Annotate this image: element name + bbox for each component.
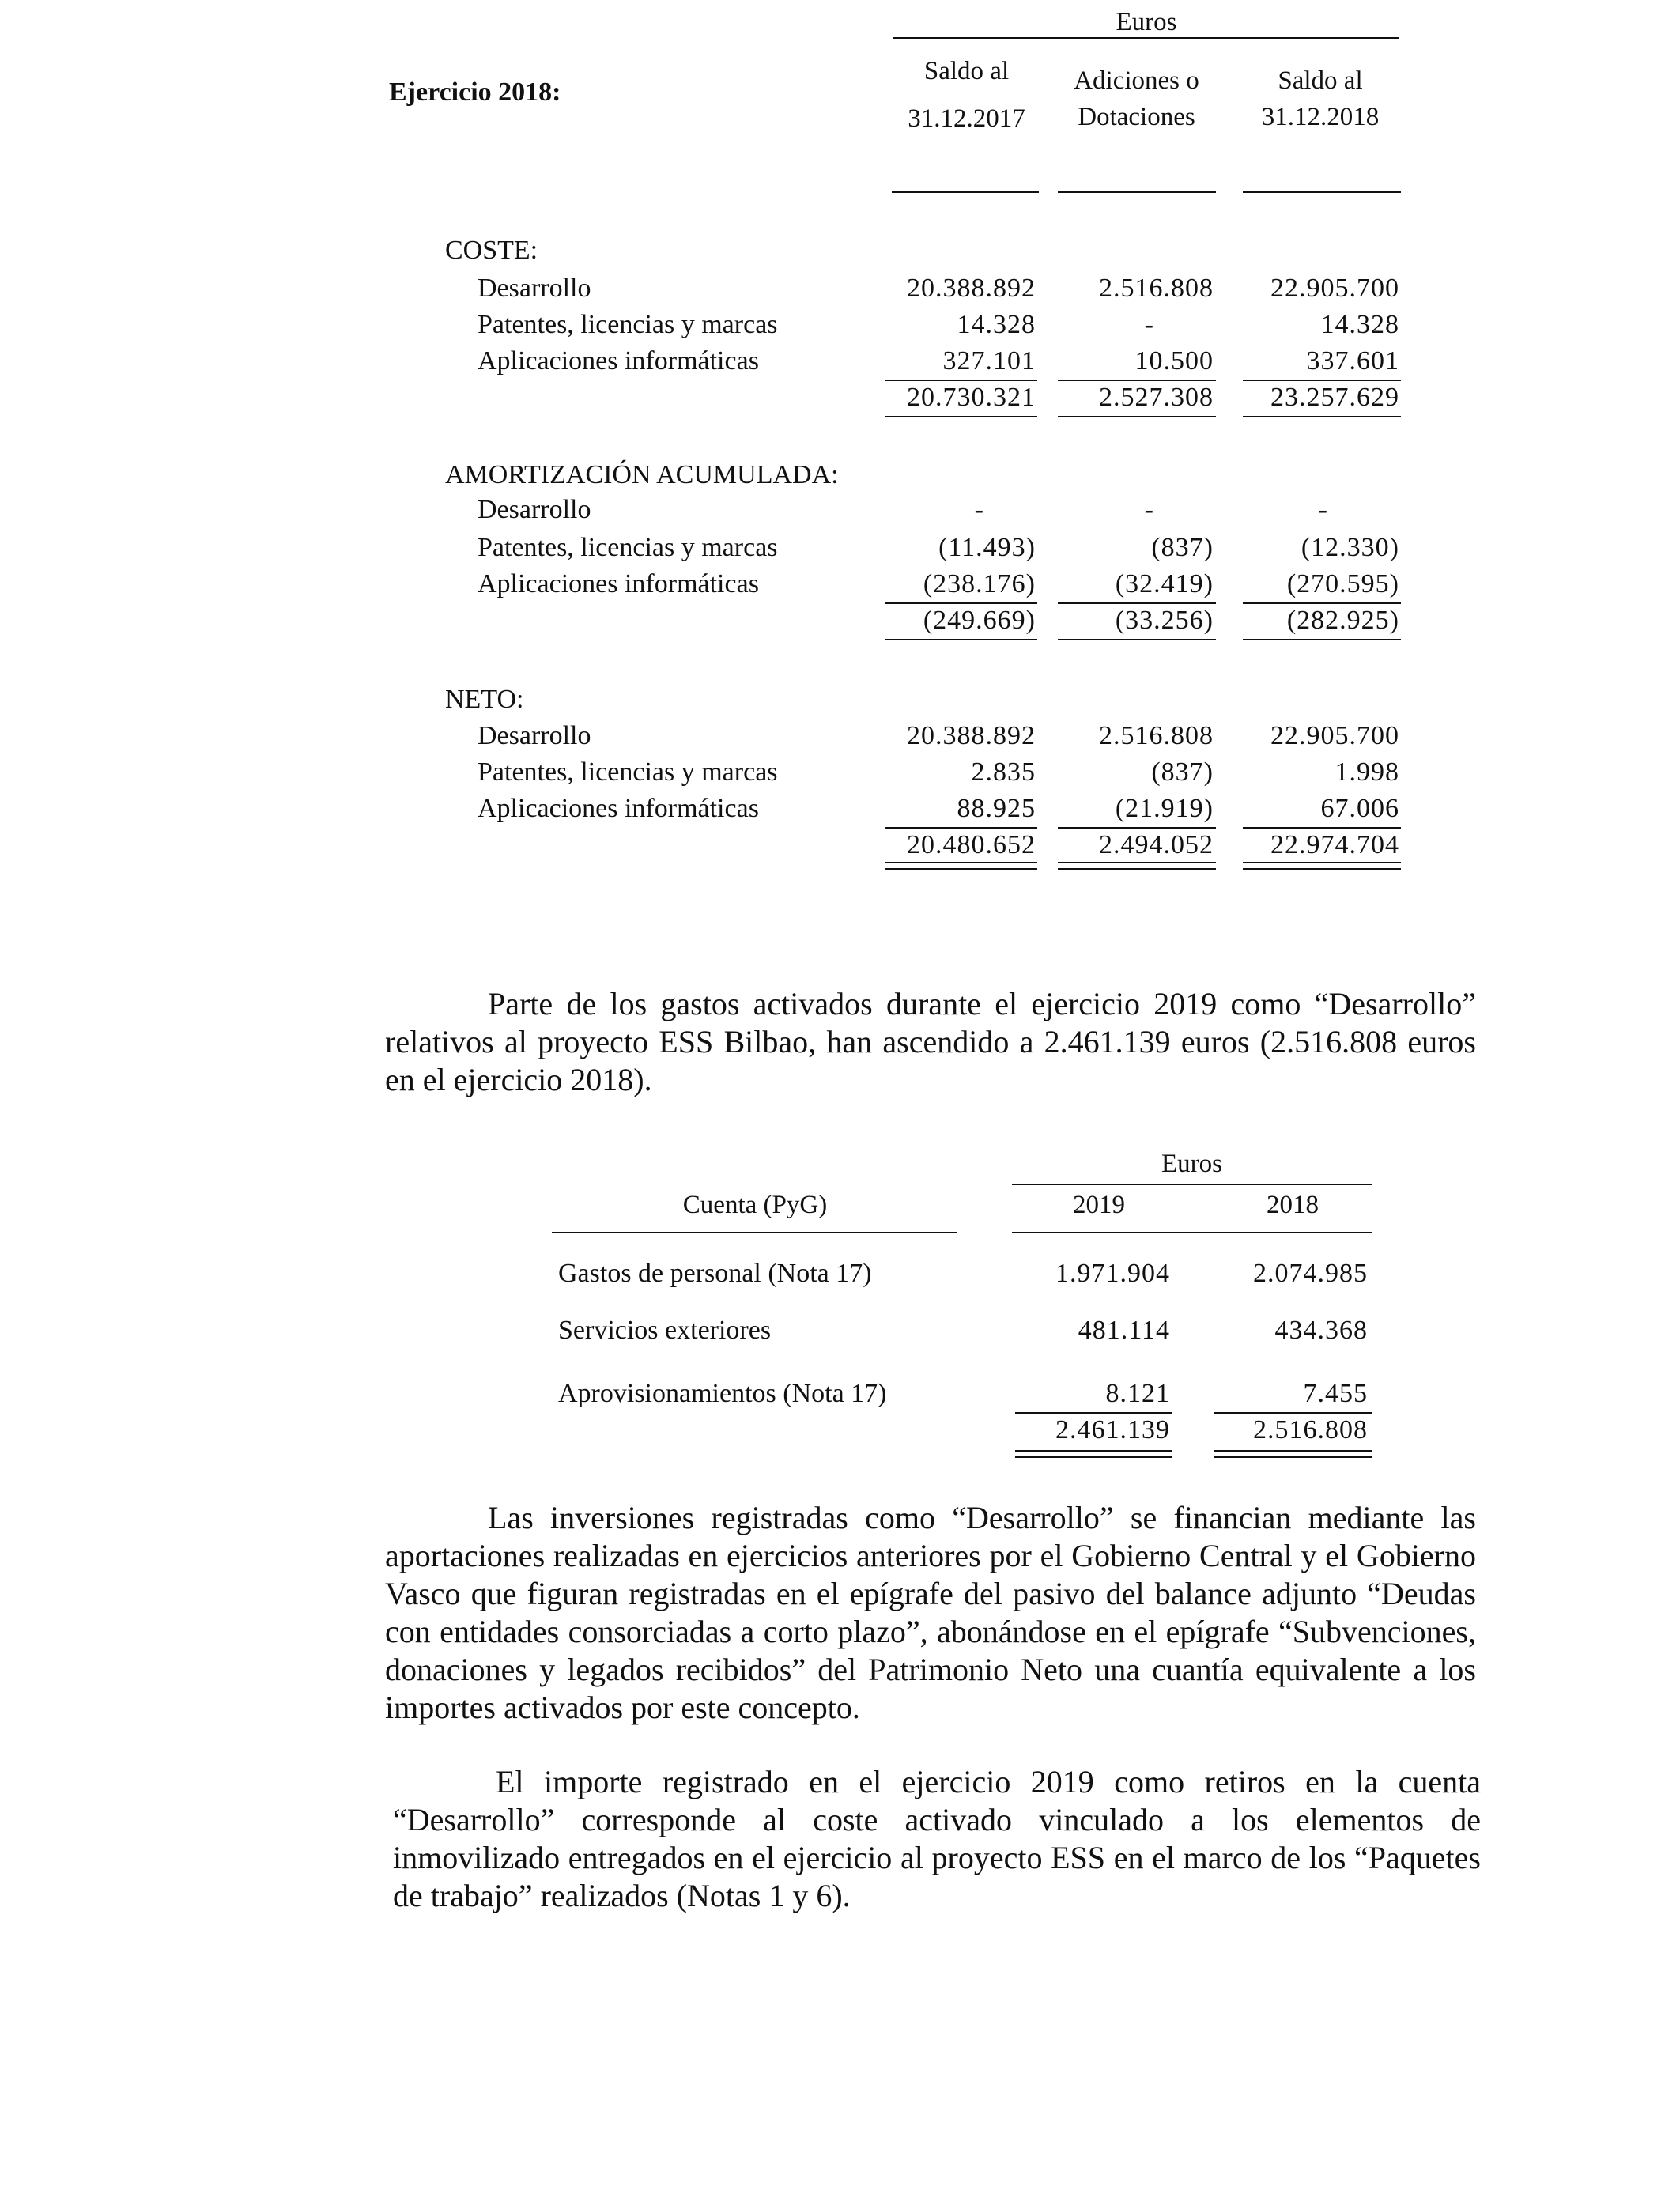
cell-value: 22.905.700 [1270, 721, 1399, 750]
subtotal-rule [1243, 602, 1401, 604]
total-rule [885, 639, 1037, 640]
col1-header-line1: Saldo al [923, 57, 1010, 85]
cell-value: (12.330) [1301, 533, 1399, 562]
euros-header: Euros [1161, 1150, 1222, 1178]
subtotal-rule [1243, 380, 1401, 381]
total-value: 2.494.052 [1099, 830, 1214, 859]
total-value: 2.461.139 [1055, 1415, 1170, 1444]
row-label: Aplicaciones informáticas [478, 346, 759, 376]
cell-value: 2.835 [971, 757, 1036, 787]
cell-value: 20.388.892 [907, 721, 1036, 750]
col2-header-line1: Adiciones o [1074, 66, 1199, 95]
cell-value: 2.516.808 [1099, 274, 1214, 303]
total-rule [1243, 639, 1401, 640]
paragraph-text: El importe registrado en el ejercicio 2019 como retiros en la cuenta “Desarrollo” corresponde al coste activado vinculado a los elementos de inmovilizado entregados en el ejercicio al proyecto ESS en el marco de los “Paquetes de trabajo” realizados (Notas 1 y 6). [393, 1764, 1481, 1913]
account-column-header: Cuenta (PyG) [682, 1191, 828, 1219]
total-rule [1243, 416, 1401, 417]
subtotal-rule [1058, 602, 1216, 604]
euros-header: Euros [1116, 8, 1177, 36]
subtotal-rule [1214, 1412, 1372, 1414]
paragraph-capitalized-expenses [385, 985, 1476, 1099]
years-header-rule [1012, 1232, 1372, 1233]
col3-header-line1: Saldo al [1278, 66, 1363, 95]
cell-value: (837) [1151, 533, 1214, 562]
euros-header-rule [893, 37, 1399, 39]
col2-header-rule [1058, 191, 1216, 193]
subtotal-rule [1058, 380, 1216, 381]
row-label: Patentes, licencias y marcas [478, 757, 778, 787]
col3-header-rule [1243, 191, 1401, 193]
cell-value: 14.328 [1320, 310, 1399, 339]
total-value: 22.974.704 [1270, 830, 1399, 859]
cell-value: (32.419) [1115, 569, 1214, 599]
cell-value: - [1144, 495, 1154, 524]
row-label: Servicios exteriores [558, 1316, 772, 1345]
cell-value: 7.455 [1303, 1379, 1368, 1408]
total-value: 2.527.308 [1099, 383, 1214, 412]
year-2018-header: 2018 [1267, 1191, 1319, 1219]
subtotal-rule [1015, 1412, 1172, 1414]
cell-value: 67.006 [1320, 794, 1399, 823]
row-label: Patentes, licencias y marcas [478, 533, 778, 562]
grand-total-double-rule [1243, 862, 1401, 870]
cell-value: - [1318, 495, 1328, 524]
subtotal-rule [885, 602, 1037, 604]
total-value: 2.516.808 [1253, 1415, 1368, 1444]
total-rule [1058, 416, 1216, 417]
cell-value: (837) [1151, 757, 1214, 787]
paragraph-text: Parte de los gastos activados durante el ejercicio 2019 como “Desarrollo” relativos al proyecto ESS Bilbao, han ascendido a 2.461.139 euros (2.516.808 euros en el ejercicio 2018). [385, 986, 1476, 1097]
col2-header-line2: Dotaciones [1078, 103, 1195, 131]
row-label: Aprovisionamientos (Nota 17) [558, 1379, 887, 1408]
cell-value: 14.328 [957, 310, 1036, 339]
cell-value: 327.101 [942, 346, 1036, 376]
section-title-amortizacion: AMORTIZACIÓN ACUMULADA: [445, 460, 839, 489]
cell-value: 1.998 [1335, 757, 1399, 787]
cell-value: 1.971.904 [1055, 1259, 1170, 1288]
paragraph-financing [385, 1499, 1476, 1727]
cell-value: 20.388.892 [907, 274, 1036, 303]
cell-value: 2.074.985 [1253, 1259, 1368, 1288]
cell-value: 481.114 [1078, 1316, 1170, 1345]
total-rule [1058, 639, 1216, 640]
account-header-rule [552, 1232, 957, 1233]
total-value: (249.669) [923, 606, 1036, 635]
total-value: 20.730.321 [907, 383, 1036, 412]
row-label: Aplicaciones informáticas [478, 569, 759, 599]
cell-value: (11.493) [938, 533, 1036, 562]
paragraph-withdrawals [393, 1763, 1481, 1915]
cell-value: 337.601 [1306, 346, 1399, 376]
total-value: (33.256) [1115, 606, 1214, 635]
cell-value: 22.905.700 [1270, 274, 1399, 303]
euros-header-rule [1012, 1184, 1372, 1185]
subtotal-rule [1058, 827, 1216, 829]
subtotal-rule [885, 827, 1037, 829]
col1-header-rule [892, 191, 1039, 193]
total-value: 23.257.629 [1270, 383, 1399, 412]
grand-total-double-rule [1214, 1450, 1372, 1458]
section-title-coste: COSTE: [445, 236, 538, 265]
row-label: Desarrollo [478, 721, 591, 750]
total-rule [885, 416, 1037, 417]
row-label: Aplicaciones informáticas [478, 794, 759, 823]
row-label: Desarrollo [478, 495, 591, 524]
subtotal-rule [885, 380, 1037, 381]
total-value: 20.480.652 [907, 830, 1036, 859]
col1-header-line2: 31.12.2017 [908, 104, 1025, 133]
cell-value: 8.121 [1105, 1379, 1170, 1408]
row-label: Gastos de personal (Nota 17) [558, 1259, 872, 1288]
year-2019-header: 2019 [1073, 1191, 1125, 1219]
cell-value: (21.919) [1115, 794, 1214, 823]
cell-value: - [974, 495, 984, 524]
cell-value: 88.925 [957, 794, 1036, 823]
paragraph-text: Las inversiones registradas como “Desarrollo” se financian mediante las aportaciones realizadas en ejercicios anteriores por el Gobierno Central y el Gobierno Vasco que figuran registradas en el epígrafe del pasivo del balance adjunto “Deudas con entidades consorciadas a corto plazo”, abonándose en el epígrafe “Subvenciones, donaciones y legados recibidos” del Patrimonio Neto una cuantía equivalente a los importes activados por este concepto. [385, 1500, 1476, 1725]
cell-value: (270.595) [1286, 569, 1399, 599]
subtotal-rule [1243, 827, 1401, 829]
cell-value: 434.368 [1274, 1316, 1368, 1345]
cell-value: 2.516.808 [1099, 721, 1214, 750]
cell-value: - [1144, 310, 1154, 339]
section-title-neto: NETO: [445, 685, 524, 714]
cell-value: (238.176) [923, 569, 1036, 599]
cell-value: 10.500 [1134, 346, 1214, 376]
row-label: Desarrollo [478, 274, 591, 303]
total-value: (282.925) [1286, 606, 1399, 635]
col3-header-line2: 31.12.2018 [1261, 103, 1380, 131]
grand-total-double-rule [1058, 862, 1216, 870]
row-label: Patentes, licencias y marcas [478, 310, 778, 339]
exercise-label: Ejercicio 2018: [389, 77, 561, 107]
grand-total-double-rule [1015, 1450, 1172, 1458]
grand-total-double-rule [885, 862, 1037, 870]
